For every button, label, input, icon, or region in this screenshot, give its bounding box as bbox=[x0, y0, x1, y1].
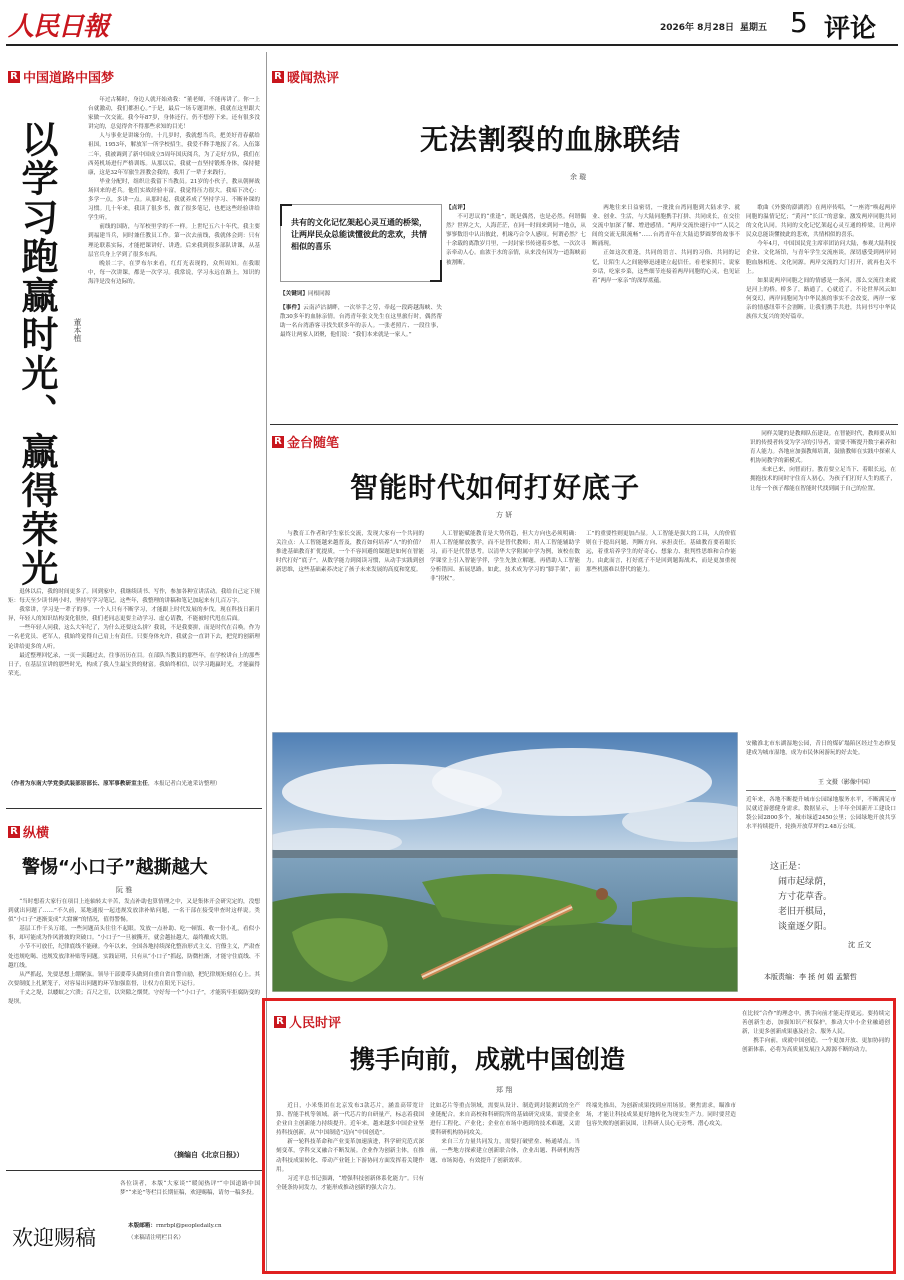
article-body bbox=[8, 898, 260, 1138]
article-author: 郑 翔 bbox=[496, 1086, 513, 1094]
ad-note: （来稿请注明栏目名） bbox=[128, 1235, 184, 1241]
issue-weekday: 星期五 bbox=[740, 23, 768, 33]
paragraph: 一些年轻人问我，这么大年纪了，为什么还要这么拼？我说，不是我要拼，而是时代在召唤。作为一名老党员、老军人，我始终觉得自己肩上有责任。只要身体允许，我就会一直讲下去，把党的创新理论讲给更多的人听。 bbox=[8, 625, 260, 650]
footnote-bold: （作者为东南大学党委武装部原部长、原军事教研室主任 bbox=[8, 781, 148, 787]
newspaper-logo: 人民日報 bbox=[8, 12, 109, 42]
call-for-submissions bbox=[8, 1176, 260, 1272]
wetland-park-image bbox=[272, 732, 738, 992]
article-author: 方 妍 bbox=[496, 511, 513, 519]
divider bbox=[746, 790, 896, 791]
paragraph: 人与事业是讲缘分的。十几岁时，我就想当兵，把美好青春献给祖国。1953年，解放军一所学校招生，我爱不释手地报了名。入伍第二年，我被调到了新中国成立5周年国庆阅兵，为了走好方队，我们在西苑机场进行严格训练。从那以后，我就一直坚持锻炼身体，保持健康，这是32年军旅生涯教会我的，我用了一辈子来践行。 bbox=[88, 133, 260, 176]
paragraph: 歌曲《外婆的澎湖湾》在两岸传唱，“一座湾”唤起两岸同胞的温情记忆；“黄河”“长江”的意象，激发两岸同胞共同的文化认同。共同的文化记忆架起心灵互通的桥梁，让两岸民众总能读懂彼此的悲欢，共情相似的喜乐。 bbox=[746, 205, 896, 239]
event-text: 云南泸沽湖畔，一次举手之劳，牵起一段跨越海峡、失散30多年的血脉亲情。台湾青年张文先生在这里旅行时，偶然帮助一名台湾游客寻找失联多年的亲人。一张老照片、一段往事，最终让两家人团聚，他们说：“我们本来就是一家人。” bbox=[280, 305, 442, 339]
ad-email-row bbox=[128, 1222, 264, 1234]
section-title: 纵横 bbox=[23, 826, 50, 841]
paragraph: 新一轮科技革命和产业变革加速演进，科学研究范式深刻变革，学科交叉融合不断发展。企业作为创新主体，在推动科技成果转化、带动产业链上下游协同方面发挥着关键作用。 bbox=[276, 1139, 424, 1173]
comment-col-2 bbox=[592, 204, 740, 420]
paragraph: 未来已来，向智而行。教育要立足当下、着眼长远，在拥抱技术的同时守住育人初心，为孩子们打好人生的底子，让每一个孩子都能在智能时代找到属于自己的位置。 bbox=[750, 467, 896, 492]
issue-date: 2026年 8月28日 bbox=[660, 23, 734, 33]
event-label: 【事件】 bbox=[280, 305, 304, 311]
paragraph: 携手向前，成就中国创造。一个更加开放、更加协同的创新体系，必将为高质量发展注入源源不断的动力。 bbox=[742, 1038, 890, 1054]
photo-caption: 安徽淮北市东湖湿地公园，昔日的煤矿塌陷区经过生态修复建成为城市湿地，成为市民休闲游玩的好去处。 bbox=[746, 741, 896, 757]
pull-quote-text: 共有的文化记忆架起心灵互通的桥梁，让两岸民众总能读懂彼此的悲欢，共情相似的喜乐 bbox=[291, 218, 427, 251]
paragraph: “当时想着大家行在项目上连轴转太辛苦，发点补助也算情理之中，又是集体开会研究定的，没想到就出问题了……”不久前，某地通报一起违规发放津补贴问题，一名干部在接受审查时这样说。类似“小口子”逐渐变成“大窟窿”的情况，值得警惕。 bbox=[8, 899, 260, 924]
paragraph: 不可思议的“重逢”，既是偶然，也是必然。何谓偶然？世界之大，人海茫茫，在同一时间来到同一地点，从寥寥数语中认出彼此，机缘巧合令人感叹。何谓必然？七十余载的离散岁月里，一封封家书传递着乡愁，一次次寻亲牵动人心。血浓于水的亲情，从来没有因为一道海峡而被割断。 bbox=[446, 214, 586, 266]
paragraph: 人工智能赋能教育是大势所趋，但大方向也必须明确：用人工智能解放教学，而不是替代教师；用人工智能辅助学习，而不是代替思考。以清华大学附属中学为例，该校在数学课堂上引入智能学伴，学生先独立解题，再借助人工智能分析错因、拓展思路。如此，技术成为学习的“脚手架”，而非“拐杖”。 bbox=[430, 531, 580, 583]
paragraph: 习近平总书记强调，“增强科技创新体系化能力”。只有全链条协同发力，才能形成推动创新的强大合力。 bbox=[276, 1175, 424, 1191]
article-title: 警惕“小口子”越撕越大 bbox=[22, 857, 208, 878]
page-name: 评论 bbox=[824, 14, 877, 44]
poem-block bbox=[770, 860, 890, 935]
ad-text: 各位读者，本版“大家谈”“暖闻热评”“中国道路中国梦”“来论”等栏目长期征稿，欢迎赐稿，请勿一稿多投。 bbox=[120, 1181, 260, 1197]
comment-label: 【点评】 bbox=[446, 205, 469, 211]
article-footnote bbox=[8, 780, 260, 800]
paragraph: 终端先推出，为创新成果找到应用场景。聚焦需求，瞄准市场，才能让科技成果更好地转化为现实生产力。同时要营造包容失败的创新氛围，让科研人员心无旁骛、潜心攻关。 bbox=[586, 1103, 736, 1128]
paragraph: 与教育工作者和学生家长交流，发现大家有一个共同的关注点：人工智能越来越普及，教育如何培养“人”的价值？推进基础教育扩优提质，一个不容回避的课题是如何在智能时代打好“底子”。从数学能力到阅读习惯，从动手实践到创新思维，这些基础素养决定了孩子未来发展的高度和宽度。 bbox=[276, 531, 424, 574]
r-mark-icon: R bbox=[272, 71, 284, 83]
paragraph: 近日，小米集团在北京发布3款芯片，涵盖高带宽计算、智能手机等领域。新一代芯片的自研量产，标志着我国企业自主创新能力持续提升。近年来，越来越多中国企业坚持科技创新，从“中国制造”迈向“中国创造”。 bbox=[276, 1103, 424, 1137]
section-label-china-dream bbox=[8, 67, 114, 86]
article-title: 无法割裂的血脉联结 bbox=[420, 123, 682, 156]
comment-col-3 bbox=[746, 204, 896, 420]
section-label-jintai bbox=[272, 432, 339, 451]
email-label: 本版邮箱： bbox=[128, 1223, 156, 1229]
paragraph: 两地往来日益密切，一批批台湾同胞到大陆求学、就业、创业、生活，与大陆同胞携手打拼、共同成长，在交往交流中加深了解、增进感情。“两岸交流快速行中”“人民之间的交流无限流畅”……台湾青年在大陆追梦圆梦的故事不断涌现。 bbox=[592, 205, 740, 248]
bottom-col-4 bbox=[742, 1010, 890, 1268]
poem-author: 沈 丘文 bbox=[848, 941, 872, 949]
section-label-warm-news bbox=[272, 67, 339, 86]
divider bbox=[6, 1170, 262, 1171]
article-author-vertical: 董本植 bbox=[73, 318, 82, 342]
middle-col-3 bbox=[586, 530, 736, 726]
section-label-zongheng bbox=[8, 822, 49, 841]
paragraph: 如果说两岸同胞之间的情感是一条河，那么交流往来就是河上的桥。桥多了，路通了，心就近了。不论世界风云如何变幻，两岸同胞同为中华民族的事实不会改变，两岸一家亲的情感纽带不会割断。让我们携手共进，共同书写中华民族伟大复兴的美好篇章。 bbox=[746, 277, 896, 321]
email-address[interactable]: rmrbpl@peopledaily.cn bbox=[155, 1223, 222, 1229]
landscape-photo bbox=[272, 732, 738, 992]
poem-line: 谈童逐夕阳。 bbox=[778, 922, 833, 932]
poem-line: 老旧开棋局， bbox=[778, 907, 833, 917]
article-author: 余 璇 bbox=[570, 173, 587, 181]
event-block bbox=[280, 304, 442, 420]
poem-line: 方寸花草香。 bbox=[778, 892, 833, 902]
keyword-value: 同根同源 bbox=[307, 291, 331, 297]
paragraph: 同样关键的是教师队伍建设。在智能时代，教师要从知识的传授者转变为学习的引导者，需要不断提升数字素养和育人能力。各地应加强教师培训，鼓励教师在实践中探索人机协同教学的新模式。 bbox=[750, 431, 896, 465]
paragraph: 前线的国防，与军校里学的不一样。上世纪五六十年代，我主要到福建当兵，同时兼任教员工作。第一次去前线，我就体会到：只有理论联系实际，才能把课讲好、讲透。后来我到很多部队讲课，从基层官兵身上学到了很多东西。 bbox=[88, 224, 260, 258]
masthead-rule bbox=[6, 44, 898, 46]
poem-line: 闹市起绿荫， bbox=[778, 877, 833, 887]
side-note: 近年来，各地不断提升城市公园绿地服务水平，不断满足市民就近游憩健身需求。数据显示，上半年全国新开工建设口袋公园2800多个，城市绿道2450公里；公园绿地开放共享水平持续提升，轮换开放草坪约2.48万公顷。 bbox=[746, 797, 896, 831]
section-title: 暖闻热评 bbox=[287, 71, 340, 86]
article-title: 携手向前，成就中国创造 bbox=[350, 1045, 626, 1074]
paragraph: 正如这次重逢，共同的语言、共同的习俗、共同的记忆，让陌生人之间能够迅速建立起信任。看老家照片，说家乡话，吃家乡菜，这些细节连接着两岸同胞的心灵，也见证着“两岸一家亲”的深厚底蕴。 bbox=[592, 250, 740, 284]
paragraph: 今年4月，中国国民党主席率团访问大陆，参观大陆科技企业、文化场馆，与青年学生交流座谈，深切感受到两岸同胞血脉相连、文化同源。两岸交流的大门打开，就再也关不上。 bbox=[746, 241, 896, 275]
r-mark-icon: R bbox=[272, 436, 284, 448]
r-mark-icon: R bbox=[8, 826, 20, 838]
article-title: 智能时代如何打好底子 bbox=[350, 471, 641, 504]
bottom-col-2 bbox=[430, 1102, 580, 1268]
middle-col-4 bbox=[750, 430, 896, 726]
poem-intro: 这正是： bbox=[770, 862, 807, 872]
page-number: 5 bbox=[790, 6, 808, 39]
paragraph: 在比较“合作”的理念中，携手向前才能走得更远。要持续完善创新生态，加强知识产权保护，推动大中小企业融通创新，让更多创新成果惠及社会、服务人民。 bbox=[742, 1011, 890, 1036]
section-title: 人民时评 bbox=[289, 1016, 342, 1031]
middle-col-1 bbox=[276, 530, 424, 726]
article-title-vertical: 以学习跑赢时光、赢得荣光 bbox=[15, 120, 58, 588]
article-author: 阮 雅 bbox=[116, 886, 133, 894]
pull-quote-box bbox=[280, 204, 442, 282]
r-mark-icon: R bbox=[8, 71, 20, 83]
paragraph: 晚景二字，在罗布尔来看，红灯光表现的，众所周知。在我眼中，每一次讲课，都是一次学习。我常说，学习永远在路上，知识的海洋是没有边际的。 bbox=[88, 260, 260, 285]
paragraph: 最近整理回忆录，一页一页翻过去，往事历历在目。在部队当教员的那些年，在学校讲台上的那些日子，在基层宣讲的那些时光，构成了我人生最宝贵的财富。我始终相信，以学习跑赢时光，才能赢得荣光。 bbox=[8, 652, 260, 677]
divider bbox=[6, 808, 262, 809]
bottom-col-3 bbox=[586, 1102, 736, 1268]
paragraph: 基层工作千头万绪，一些问题苗头往往不起眼。发放一点补助、吃一顿饭、收一份小礼，看似小事，却可能成为作风滑坡的突破口。“小口子”一旦被撕开，就会越扯越大，最终酿成大错。 bbox=[8, 926, 260, 942]
photo-credit: 王 文摄（影像中国） bbox=[818, 779, 874, 786]
article-body-part2 bbox=[8, 588, 260, 778]
paragraph: 年过古稀时，身边人就开始劝我：“董老师，不能再讲了。你一上台就激动，我们都担心。”于是，最后一场专题讲座，我就在这里跟大家做一次交流。我今年87岁，身体还行，仍不想停下来。还有很多没讲完的，总觉得舍不得那些求知的目光！ bbox=[88, 97, 260, 131]
paragraph: 比如芯片等重点领域，需要从设计、制造到封装测试的全产业链配合。来自高校和科研院所的基础研究成果，需要企业进行工程化、产业化；企业在市场中遇到的技术难题，又需要科研机构协同攻关。 bbox=[430, 1103, 580, 1137]
article-source: （摘编自《北京日报》） bbox=[170, 1150, 244, 1159]
divider bbox=[270, 424, 898, 425]
bottom-col-1 bbox=[276, 1102, 424, 1268]
section-title: 中国道路中国梦 bbox=[23, 71, 115, 86]
paragraph: 从严抓起，先要思想上绷紧弦。领导干部要带头做到自重自省自警自励，把纪律规矩刻在心上。其次要制度上扎紧笼子，对容易出问题的环节加强监督，让权力在阳光下运行。 bbox=[8, 971, 260, 987]
section-title: 金台随笔 bbox=[287, 436, 340, 451]
paragraph: 我常讲，学习是一辈子的事。一个人只有不断学习，才能跟上时代发展的步伐。现在科技日新月异，年轻人的知识结构变化很快，我们老同志更要主动学习、虚心请教，不能被时代甩在后面。 bbox=[8, 607, 260, 623]
page-editors: 本版责编：李 拯 何 娟 孟繁哲 bbox=[764, 973, 857, 981]
ad-big-text: 欢迎赐稿 bbox=[12, 1226, 96, 1250]
paragraph: 工”的重要性则更加凸显。人工智能是强大的工具，人的价值则在于提出问题、判断方向、承担责任。基础教育要着眼长远，着重培养学生的好奇心、想象力、批判性思维和合作能力。由此而言，打好底子不是回到题海战术，而是更加重视那些机器难以替代的能力。 bbox=[586, 531, 736, 574]
r-mark-icon: R bbox=[274, 1016, 286, 1028]
paragraph: 来自三方力量共同发力，需要打破壁垒、畅通堵点。当前，一些地方探索建立创新联合体，企业出题、科研机构答题、市场阅卷，有效提升了创新效率。 bbox=[430, 1139, 580, 1164]
paragraph: 千丈之堤，以蝼蚁之穴溃；百尺之室，以突隙之烟焚。守好每一个“小口子”，才能筑牢拒腐防变的堤坝。 bbox=[8, 989, 260, 1006]
comment-col-1 bbox=[446, 204, 586, 420]
article-body-part1 bbox=[88, 96, 260, 584]
middle-col-2 bbox=[430, 530, 580, 726]
footnote-rest: ，本报记者白光迪采访整理） bbox=[147, 781, 221, 787]
keyword-label: 【关键词】 bbox=[280, 291, 308, 297]
quote-bracket-icon bbox=[430, 260, 442, 282]
paragraph: 毕业分配时，组织让我留下当教员。21岁的小伙子，教从朝鲜战场回来的老兵。他们实战经验丰富，我觉得压力很大。我暗下决心：多学一点，多讲一点。从那时起，我就养成了坚持学习、不断补课的习惯。几十年来，我读了很多书，做了很多笔记，也把这些经验讲给学生听。 bbox=[88, 178, 260, 222]
paragraph: 小节不可放任，纪律底线不能碰。今年以来，全国各地持续深化整治形式主义、官僚主义，严肃查处违规吃喝、违规发放津补贴等问题。实践证明，只有从“小口子”抓起，防微杜渐，才能守住底线、不越红线。 bbox=[8, 944, 260, 969]
section-label-peoples-commentary bbox=[274, 1012, 341, 1031]
paragraph: 退休以后，我的时间更多了。回到家中，我继续读书、写作，参加各种宣讲活动。我给自己定下规矩：每天至少读书两小时，坚持写学习笔记。这些年，我整理的讲稿和笔记加起来有几百万字。 bbox=[8, 589, 260, 605]
keyword-row bbox=[280, 290, 440, 302]
